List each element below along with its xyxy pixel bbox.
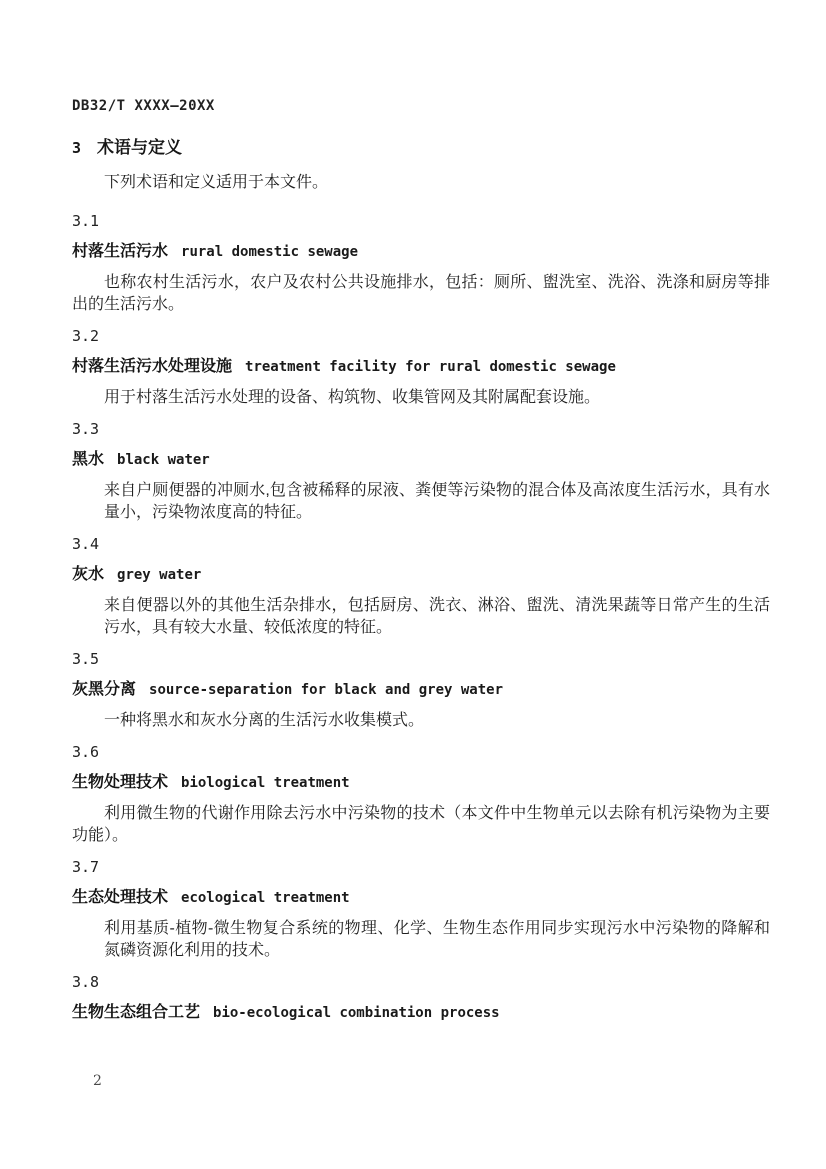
term-title xyxy=(72,1002,770,1024)
document-header: DB32/T XXXX—20XX xyxy=(72,98,215,114)
term-block xyxy=(72,418,770,524)
term-name-zh: 黑水 xyxy=(72,451,105,468)
term-name-zh: 村落生活污水 xyxy=(72,243,169,260)
term-name-en: rural domestic sewage xyxy=(181,244,359,260)
page-number: 2 xyxy=(93,1073,102,1089)
term-number: 3.8 xyxy=(72,973,100,991)
term-number: 3.3 xyxy=(72,420,100,438)
term-definition: 来自户厕便器的冲厕水,包含被稀释的尿液、粪便等污染物的混合体及高浓度生活污水，具有水量小，污染物浓度高的特征。 xyxy=(104,482,770,521)
term-name-zh: 生态处理技术 xyxy=(72,889,169,906)
term-name-en: bio-ecological combination process xyxy=(213,1005,500,1021)
term-definition: 一种将黑水和灰水分离的生活污水收集模式。 xyxy=(104,712,425,729)
section-heading-title: 术语与定义 xyxy=(97,138,183,157)
term-title xyxy=(72,241,770,263)
term-definition: 利用基质-植物-微生物复合系统的物理、化学、生物生态作用同步实现污水中污染物的降解和氮磷资源化利用的技术。 xyxy=(104,920,770,959)
term-name-en: source-separation for black and grey water xyxy=(149,682,504,698)
term-name-zh: 村落生活污水处理设施 xyxy=(72,358,233,375)
term-title xyxy=(72,449,770,471)
term-definition: 用于村落生活污水处理的设备、构筑物、收集管网及其附属配套设施。 xyxy=(104,389,601,406)
term-name-en: grey water xyxy=(117,567,202,583)
term-block xyxy=(72,325,770,409)
term-definition: 也称农村生活污水，农户及农村公共设施排水，包括：厕所、盥洗室、洗浴、洗涤和厨房等排出的生活污水。 xyxy=(72,274,770,313)
term-name-en: ecological treatment xyxy=(181,890,350,906)
term-name-zh: 生物生态组合工艺 xyxy=(72,1004,201,1021)
term-title xyxy=(72,772,770,794)
term-title xyxy=(72,887,770,909)
term-number: 3.6 xyxy=(72,743,100,761)
term-definition: 来自便器以外的其他生活杂排水，包括厨房、洗衣、淋浴、盥洗、清洗果蔬等日常产生的生活污水，具有较大水量、较低浓度的特征。 xyxy=(104,597,770,636)
term-name-zh: 生物处理技术 xyxy=(72,774,169,791)
term-block xyxy=(72,971,770,1024)
term-definition: 利用微生物的代谢作用除去污水中污染物的技术（本文件中生物单元以去除有机污染物为主要功能）。 xyxy=(72,805,770,844)
term-number: 3.5 xyxy=(72,650,100,668)
term-name-en: biological treatment xyxy=(181,775,350,791)
term-name-zh: 灰黑分离 xyxy=(72,681,137,698)
term-number: 3.7 xyxy=(72,858,100,876)
term-block xyxy=(72,210,770,316)
term-number: 3.1 xyxy=(72,212,100,230)
term-block xyxy=(72,741,770,847)
term-name-zh: 灰水 xyxy=(72,566,105,583)
term-number: 3.2 xyxy=(72,327,100,345)
term-title xyxy=(72,564,770,586)
term-name-en: black water xyxy=(117,452,210,468)
term-block xyxy=(72,856,770,962)
term-block xyxy=(72,533,770,639)
section-heading xyxy=(72,137,770,159)
term-title xyxy=(72,356,770,378)
term-block xyxy=(72,648,770,732)
term-number: 3.4 xyxy=(72,535,100,553)
intro-paragraph: 下列术语和定义适用于本文件。 xyxy=(104,174,329,191)
section-heading-number: 3 xyxy=(72,139,82,157)
terms-list xyxy=(72,210,770,1024)
term-name-en: treatment facility for rural domestic sewage xyxy=(245,359,616,375)
term-title xyxy=(72,679,770,701)
